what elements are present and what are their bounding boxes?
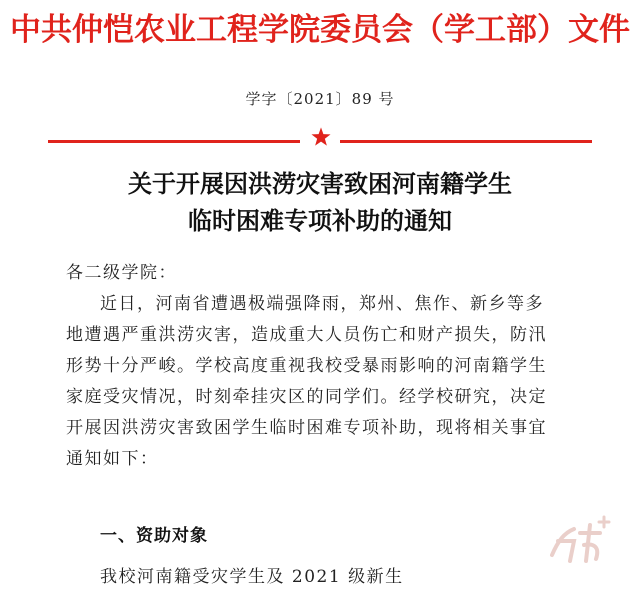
- salutation: 各二级学院：: [66, 263, 177, 283]
- paragraph-line: 通知如下：: [66, 449, 159, 469]
- body-paragraph: [66, 289, 586, 475]
- divider-line-left: [48, 140, 300, 143]
- paragraph-line: 开展因洪涝灾害致困学生临时困难专项补助，现将相关事宜: [66, 418, 547, 438]
- section-heading-beneficiaries: 一、资助对象: [100, 526, 208, 546]
- section-content-beneficiaries: 我校河南籍受灾学生及 2021 级新生: [100, 567, 404, 587]
- paragraph-line: 地遭遇严重洪涝灾害，造成重大人员伤亡和财产损失，防汛: [66, 325, 547, 345]
- org-title: 中共仲恺农业工程学院委员会（学工部）文件: [10, 12, 630, 48]
- divider-line-right: [340, 140, 592, 143]
- red-divider: [48, 134, 592, 148]
- paragraph-line: 近日，河南省遭遇极端强降雨，郑州、焦作、新乡等多: [100, 294, 544, 314]
- document-title-line-1: 关于开展因洪涝灾害致困河南籍学生: [128, 170, 512, 198]
- red-star-icon: [310, 126, 332, 148]
- nanfang-logo-watermark: [544, 511, 614, 571]
- paragraph-line: 形势十分严峻。学校高度重视我校受暴雨影响的河南籍学生: [66, 356, 547, 376]
- document-number: 学字〔2021〕89 号: [245, 90, 395, 108]
- paragraph-line: 家庭受灾情况，时刻牵挂灾区的同学们。经学校研究，决定: [66, 387, 547, 407]
- document-title-line-2: 临时困难专项补助的通知: [188, 207, 452, 235]
